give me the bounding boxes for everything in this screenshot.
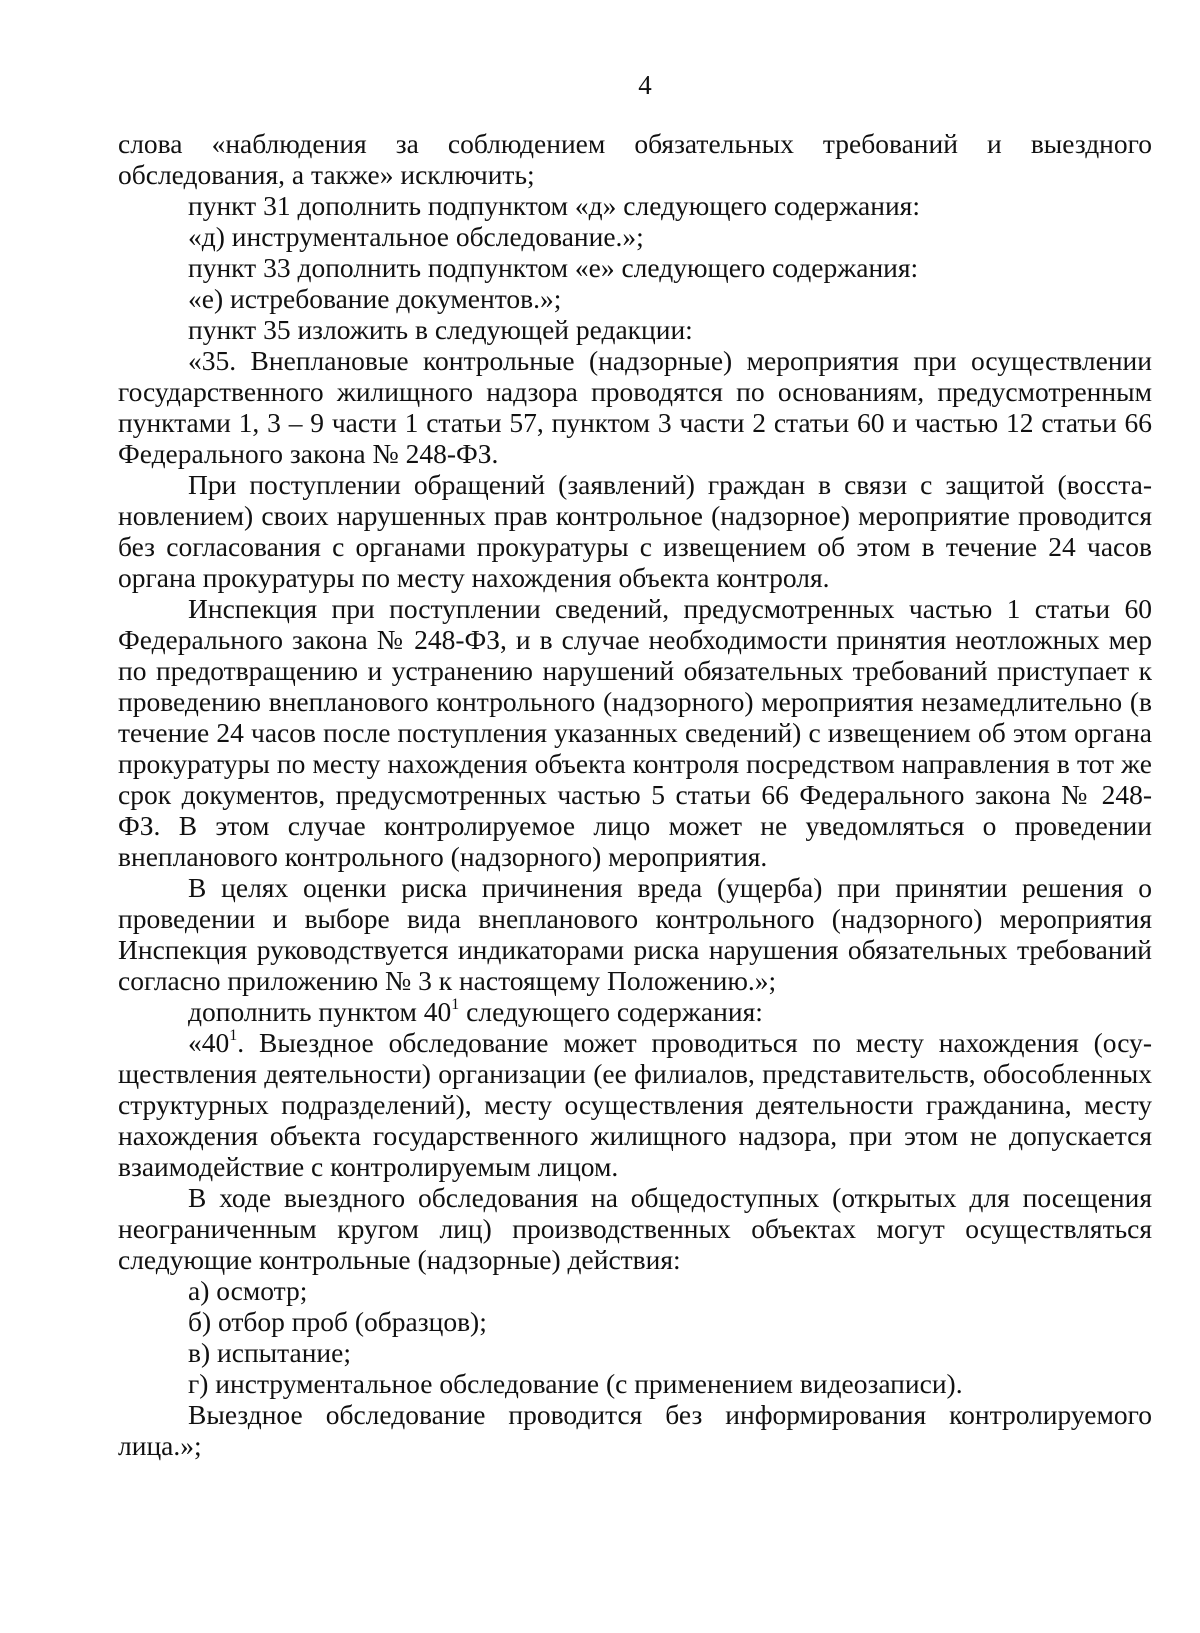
paragraph-body: В целях оценки риска причинения вреда (ущерба) при принятии решения о проведении и выборе вида внепланового контрольного (надзорного) мероприятия Инспекция руководствуется индикаторами риска нарушения обязательных требований согласно приложению № 3 к настоящему Положению.»; xyxy=(118,872,1152,996)
paragraph-item: пункт 33 дополнить подпунктом «е» следующего содержания: xyxy=(188,252,919,283)
superscript: 1 xyxy=(229,1026,238,1044)
paragraph-body: В ходе выездного обследования на общедоступных (открытых для посещения неограниченным кругом лиц) производственных объектах могут осуществляться следующие контрольные (надзорные) действия: xyxy=(118,1182,1152,1275)
list-item: в) испытание; xyxy=(188,1337,351,1368)
paragraph-body: Инспекция при поступлении сведений, предусмотренных частью 1 статьи 60 Федерального закона № 248-ФЗ, и в случае необходимости принятия неотложных мер по предотвращению и устранению нарушений обязательных требований приступает к проведению внепланового контрольного (надзорного) мероприятия незамедлительно (в течение 24 часов после поступления указанных сведений) с извещением об этом органа прокуратуры по месту нахождения объекта контроля посредством направления в тот же срок документов, предусмотренных частью 5 статьи 66 Федерального закона № 248-ФЗ. В этом случае контролируемое лицо может не уведомляться о проведении внепланового контрольного (надзорного) мероприятия. xyxy=(118,593,1152,872)
paragraph-body: Выездное обследование проводится без информирования контролируемого лица.»; xyxy=(118,1399,1152,1461)
paragraph-item: «е) истребование документов.»; xyxy=(188,283,562,314)
text-run: дополнить пунктом 40 xyxy=(188,996,452,1027)
paragraph-point-35: «35. Внеплановые контрольные (надзорные) мероприятия при осуществлении государственного жилищного надзора проводятся по основаниям, предусмотренным пунктами 1, 3 – 9 части 1 статьи 57, пунктом 3 части 2 статьи 60 и частью 12 статьи 66 Федерального закона № 248-ФЗ. xyxy=(118,345,1152,469)
paragraph-add-point-40-1 xyxy=(118,996,1152,1027)
paragraph-item: пункт 35 изложить в следующей редакции: xyxy=(188,314,693,345)
paragraph-item: пункт 31 дополнить подпунктом «д» следующего содержания: xyxy=(188,190,920,221)
page-number: 4 xyxy=(638,70,652,100)
paragraph-item: «д) инструментальное обследование.»; xyxy=(188,221,644,252)
paragraph-point-40-1 xyxy=(118,1027,1152,1182)
list-item: а) осмотр; xyxy=(188,1275,308,1306)
paragraph-intro: слова «наблюдения за соблюдением обязательных требований и выездного обследования, а также» исключить; xyxy=(118,128,1152,190)
list-item: б) отбор проб (образцов); xyxy=(188,1306,487,1337)
text-run: «40 xyxy=(188,1027,230,1058)
list-item: г) инструментальное обследование (с применением видеозаписи). xyxy=(188,1368,963,1399)
paragraph-body: При поступлении обращений (заявлений) граждан в связи с защитой (восстановлением) своих нарушенных прав контрольное (надзорное) мероприятие проводится без согласования с органами прокуратуры с извещением об этом в течение 24 часов органа прокуратуры по месту нахождения объекта контроля. xyxy=(118,469,1152,593)
text-run: следующего содержания: xyxy=(459,996,763,1027)
text-run: . Выездное обследование может проводиться по месту нахождения (осуществления деятельности) организации (ее филиалов, представительств, обособленных структурных подразделений), месту осуществления деятельности гражданина, месту нахождения объекта государственного жилищного надзора, при этом не допускается взаимодействие с контролируемым лицом. xyxy=(118,1027,1152,1182)
document-body xyxy=(118,128,1152,1461)
superscript: 1 xyxy=(451,995,460,1013)
